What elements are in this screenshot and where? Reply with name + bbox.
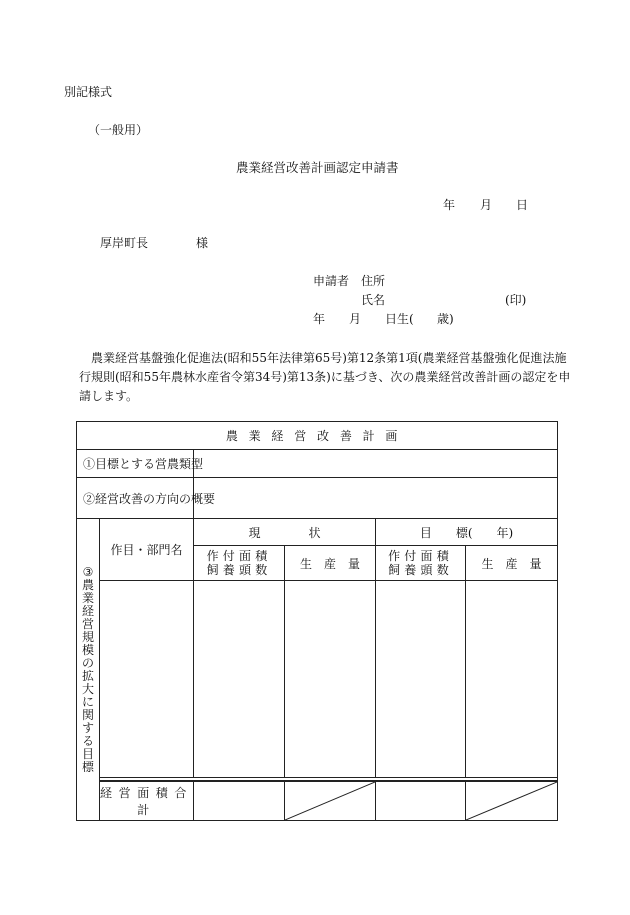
crop-item-entry[interactable] — [100, 581, 194, 778]
current-total-area-field[interactable] — [194, 781, 285, 821]
address-label: 住所 — [361, 274, 386, 288]
birth-year: 年 — [313, 312, 326, 326]
date-day: 日 — [516, 198, 529, 212]
scale-expansion-section-label: ③ 農 業 経 営 規 模 の 拡 大 に 関 す る 目 標 — [77, 519, 100, 821]
target-production-header: 生 産 量 — [466, 546, 558, 581]
body-paragraph — [79, 349, 571, 406]
body-line: 行規則(昭和55年農林水産省令第34号)第13条)に基づき、次の農業経営改善計画の認定を申 — [79, 370, 571, 384]
current-area-header: 作付面積 飼養頭数 — [194, 546, 285, 581]
body-line: 農業経営基盤強化促進法(昭和55年法律第65号)第12条第1項(農業経営基盤強化促進法施 — [91, 351, 567, 365]
body-line: 請します。 — [79, 389, 139, 403]
improvement-direction-label: ②経営改善の方向の概要 — [77, 478, 194, 519]
birth-age: 歳) — [437, 312, 454, 326]
form-type: （一般用） — [88, 123, 149, 137]
addressee-honorific: 様 — [196, 236, 209, 250]
seal-label: (印) — [505, 293, 527, 307]
target-area-entry[interactable] — [376, 581, 466, 778]
document-title: 農業経営改善計画認定申請書 — [236, 160, 399, 175]
form-label: 別記様式 — [64, 85, 113, 99]
target-production-entry[interactable] — [466, 581, 558, 778]
crop-item-header: 作目・部門名 — [100, 519, 194, 581]
current-status-header: 現 状 — [194, 519, 376, 546]
name-label: 氏名 — [361, 293, 386, 307]
date-year: 年 — [443, 198, 456, 212]
addressee-name: 厚岸町長 — [100, 236, 149, 250]
applicant-label: 申請者 — [313, 274, 350, 288]
birth-month: 月 — [349, 312, 362, 326]
plan-table-title: 農業経営改善計画 — [77, 422, 558, 450]
total-area-label: 経営面積合計 — [100, 781, 194, 821]
target-total-area-field[interactable] — [376, 781, 466, 821]
current-production-header: 生 産 量 — [285, 546, 376, 581]
plan-table — [76, 421, 558, 821]
birth-day: 日生( — [385, 312, 414, 326]
farming-type-label: ①目標とする営農類型 — [77, 450, 194, 478]
target-total-production-disabled — [466, 781, 558, 821]
target-header: 目 標( 年) — [376, 519, 558, 546]
target-area-header: 作付面積 飼養頭数 — [376, 546, 466, 581]
current-total-production-disabled — [285, 781, 376, 821]
current-production-entry[interactable] — [285, 581, 376, 778]
current-area-entry[interactable] — [194, 581, 285, 778]
improvement-direction-field[interactable] — [194, 478, 558, 519]
date-month: 月 — [480, 198, 493, 212]
farming-type-field[interactable] — [194, 450, 558, 478]
